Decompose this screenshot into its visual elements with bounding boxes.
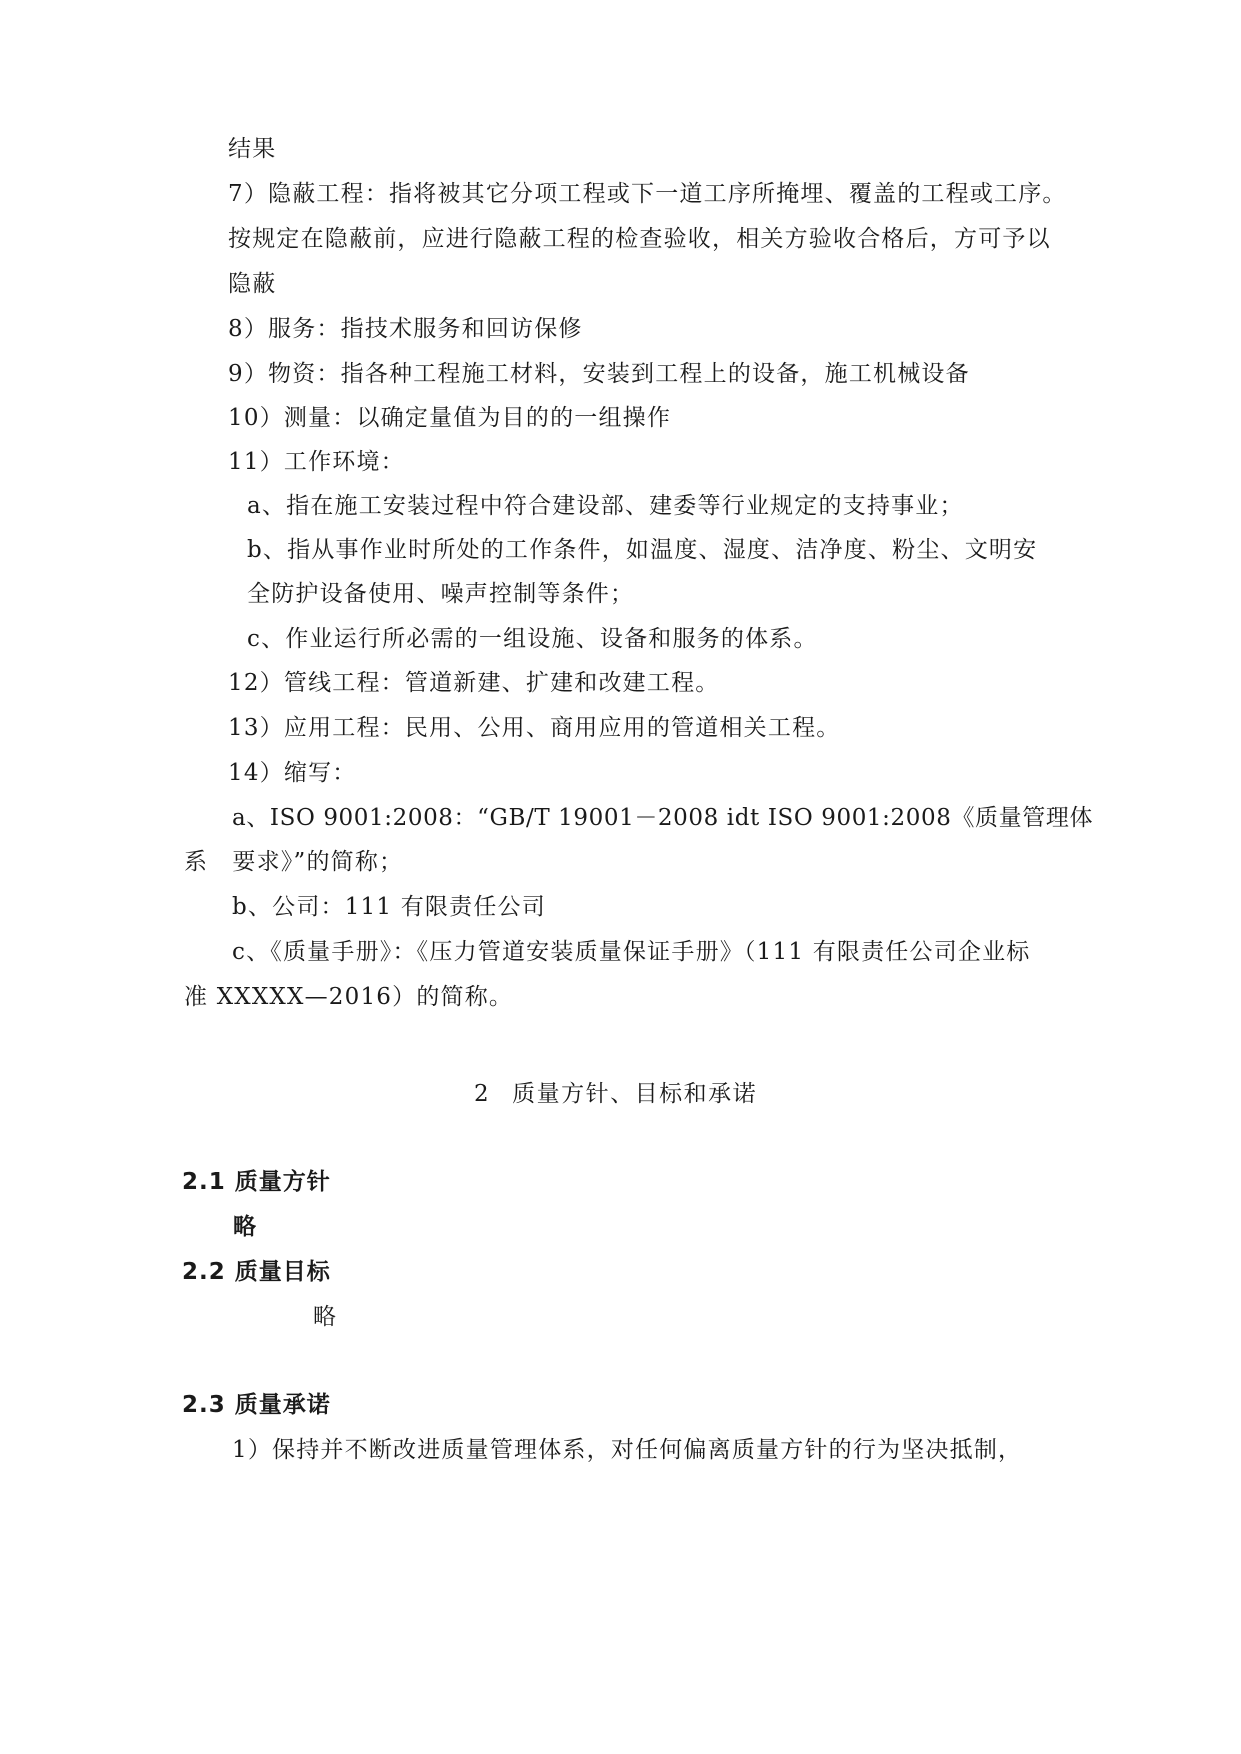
section-body: 略 xyxy=(313,1304,338,1330)
text-line: a、指在施工安装过程中符合建设部、建委等行业规定的支持事业； xyxy=(247,493,964,519)
text-line: b、公司：111 有限责任公司 xyxy=(232,894,546,920)
text-line: c、《质量手册》：《压力管道安装质量保证手册》（111 有限责任公司企业标 xyxy=(232,939,1031,965)
section-heading: 2.1 质量方针 xyxy=(182,1169,331,1195)
text-line: 7）隐蔽工程：指将被其它分项工程或下一道工序所掩埋、覆盖的工程或工序。 xyxy=(228,181,1067,207)
text-line: 结果 xyxy=(228,136,277,162)
text-line: 14）缩写： xyxy=(228,760,357,786)
text-line: c、作业运行所必需的一组设施、设备和服务的体系。 xyxy=(247,626,818,652)
section-heading: 2.2 质量目标 xyxy=(182,1259,331,1285)
section-body: 1）保持并不断改进质量管理体系，对任何偏离质量方针的行为坚决抵制， xyxy=(232,1437,1023,1463)
text-line: a、ISO 9001:2008：“GB/T 19001－2008 idt ISO 9001:2008《质量管理体 xyxy=(232,805,1094,831)
text-line: 11）工作环境： xyxy=(228,449,405,475)
text-line: 8）服务：指技术服务和回访保修 xyxy=(228,316,583,342)
text-line: 9）物资：指各种工程施工材料，安装到工程上的设备，施工机械设备 xyxy=(228,361,970,387)
chapter-number: 2 xyxy=(474,1081,491,1107)
text-line: 准 XXXXX—2016）的简称。 xyxy=(184,984,514,1010)
text-line: 隐蔽 xyxy=(228,271,277,297)
section-heading: 2.3 质量承诺 xyxy=(182,1392,331,1418)
text-line: 系 要求》”的简称； xyxy=(184,849,404,875)
text-line: b、指从事作业时所处的工作条件，如温度、湿度、洁净度、粉尘、文明安 xyxy=(247,537,1038,563)
text-line: 按规定在隐蔽前，应进行隐蔽工程的检查验收，相关方验收合格后，方可予以 xyxy=(228,226,1051,252)
text-line: 全防护设备使用、噪声控制等条件； xyxy=(247,581,635,607)
text-line: 12）管线工程：管道新建、扩建和改建工程。 xyxy=(228,670,720,696)
section-body: 略 xyxy=(233,1214,257,1240)
text-line: 10）测量：以确定量值为目的的一组操作 xyxy=(228,405,672,431)
text-line: 13）应用工程：民用、公用、商用应用的管道相关工程。 xyxy=(228,715,841,741)
chapter-heading xyxy=(474,1079,757,1109)
chapter-title: 质量方针、目标和承诺 xyxy=(512,1081,758,1107)
